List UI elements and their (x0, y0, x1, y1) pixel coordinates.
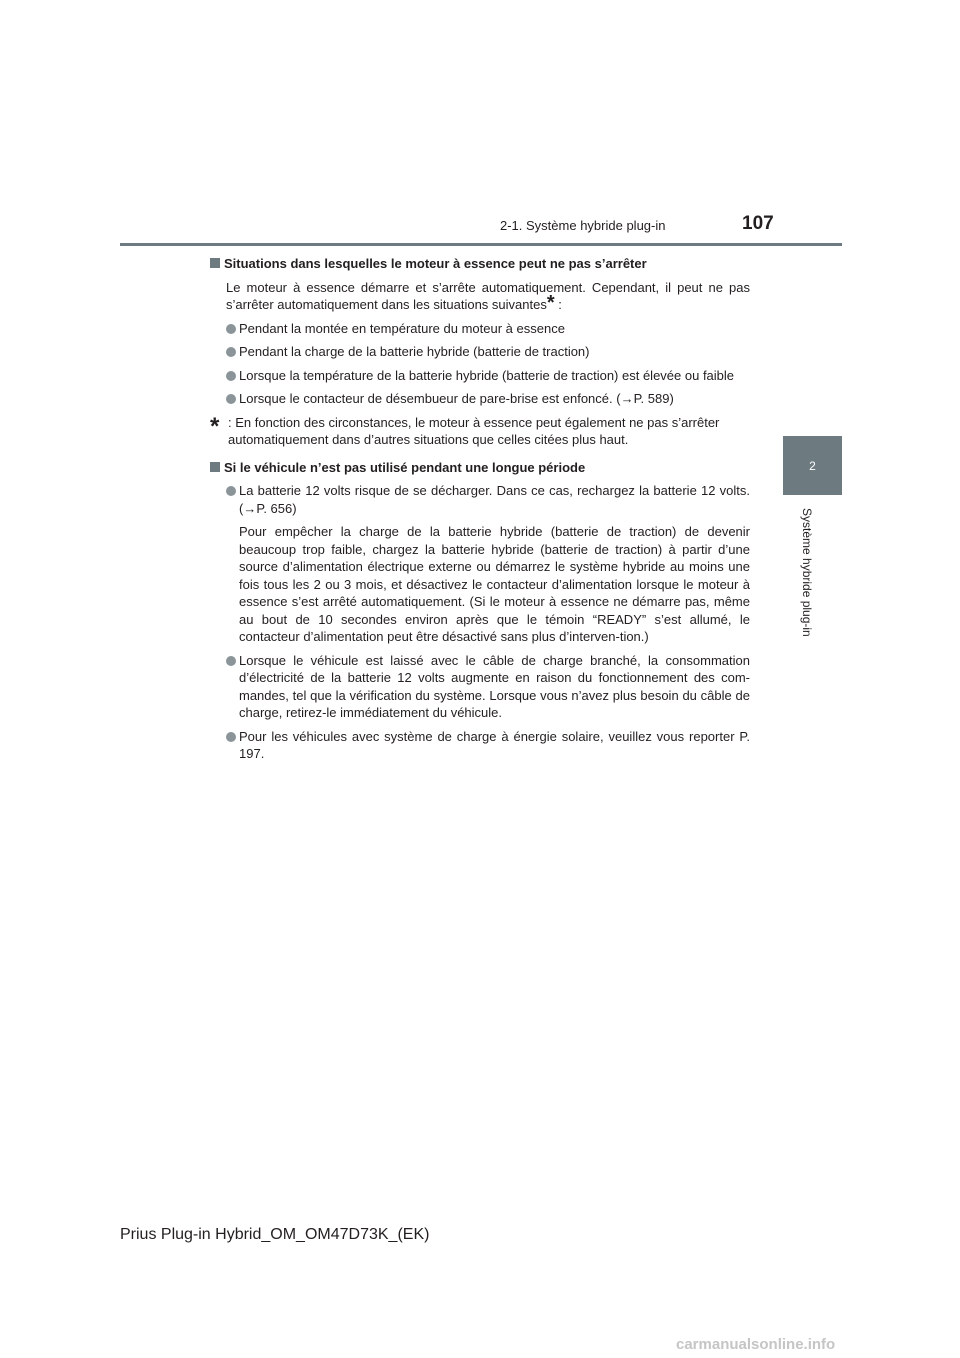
watermark: carmanualsonline.info (676, 1336, 836, 1353)
circle-bullet-icon (226, 371, 236, 381)
list-item: Lorsque la température de la batterie hybride (batterie de traction) est élevée ou faible (226, 367, 750, 385)
footnote-mark: * (210, 412, 220, 440)
sub-paragraph: Pour empêcher la charge de la batterie hybride (batterie de traction) de devenir beaucoup trop faible, chargez la batterie hybride (batterie de traction) à partir d’une source d’alimentation électrique externe ou démarrez le système hybride au moins une fois tous les 2 ou 3 mois, et désactivez le contacteur d’alimentation lorsque le moteur à essence s’est arrêté automatiquement. (Si le moteur à essence ne démarre pas, même au bout de 10 secondes environ après que le témoin “READY” s’est allumé, le contacteur d’alimentation peut être désactivé sans plus d’interven-tion.) (239, 524, 750, 644)
chapter-label: Système hybride plug-in (800, 508, 814, 637)
section-heading: Situations dans lesquelles le moteur à essence peut ne pas s’arrêter (210, 255, 750, 273)
circle-bullet-icon (226, 324, 236, 334)
square-bullet-icon (210, 462, 220, 472)
list-item: Lorsque le contacteur de désembueur de pare-brise est enfoncé. (→P. 589) (226, 390, 750, 408)
square-bullet-icon (210, 258, 220, 268)
circle-bullet-icon (226, 732, 236, 742)
circle-bullet-icon (226, 656, 236, 666)
page-number: 107 (742, 213, 774, 234)
footnote: * : En fonction des circonstances, le moteur à essence peut également ne pas s’arrêter automatiquement dans d’autres situations que celles citées plus haut. (210, 414, 750, 449)
list-item: Pendant la montée en température du moteur à essence (226, 320, 750, 338)
document-id: Prius Plug-in Hybrid_OM_OM47D73K_(EK) (120, 1226, 430, 1243)
page-content (210, 255, 750, 769)
circle-bullet-icon (226, 347, 236, 357)
circle-bullet-icon (226, 486, 236, 496)
chapter-number: 2 (809, 458, 816, 473)
list-item: Lorsque le véhicule est laissé avec le câble de charge branché, la consommation d’électricité de la batterie 12 volts augmente en raison du fonctionnement des com-mandes, tel que la vérification du système. Lorsque vous n’avez plus besoin du câble de charge, retirez-le immédiatement du véhicule. (226, 652, 750, 722)
list-item: La batterie 12 volts risque de se décharger. Dans ce cas, rechargez la batterie 12 volts. (→P. 656) (226, 482, 750, 517)
header-divider (120, 243, 842, 246)
circle-bullet-icon (226, 394, 236, 404)
list-item: Pour les véhicules avec système de charge à énergie solaire, veuillez vous reporter P. 197. (226, 728, 750, 763)
list-item: Pendant la charge de la batterie hybride (batterie de traction) (226, 343, 750, 361)
footnote-asterisk: * (546, 292, 555, 314)
intro-paragraph: Le moteur à essence démarre et s’arrête automatiquement. Cependant, il peut ne pas s’arrêter automatiquement dans les situations suivantes* : (226, 279, 750, 314)
section-header: 2-1. Système hybride plug-in (500, 218, 666, 233)
section-heading: Si le véhicule n’est pas utilisé pendant une longue période (210, 459, 750, 477)
chapter-tab (783, 436, 842, 495)
